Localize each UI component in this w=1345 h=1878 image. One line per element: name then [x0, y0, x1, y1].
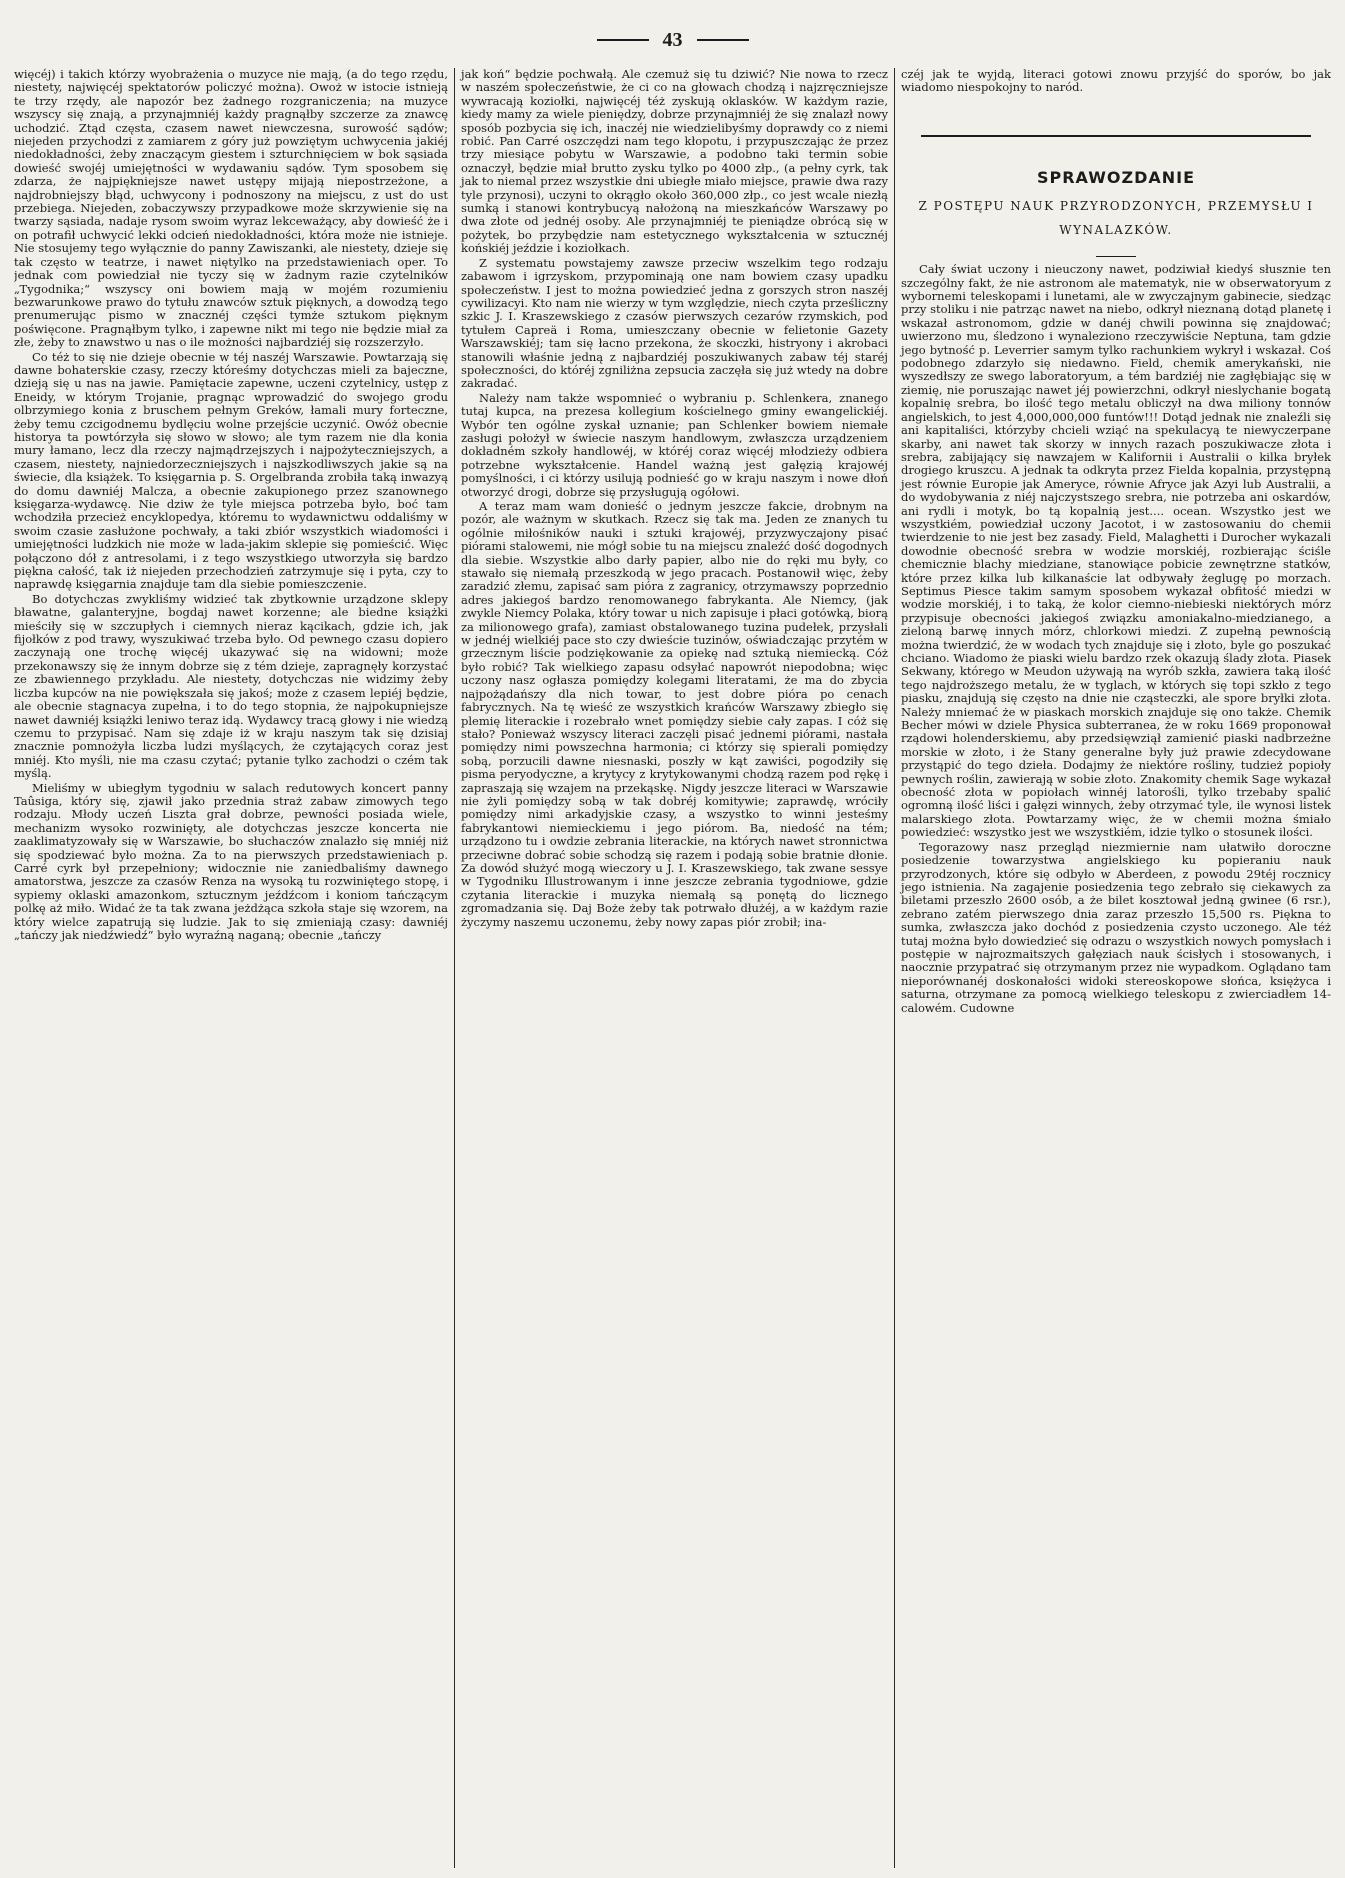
paragraph: jak koń“ będzie pochwałą. Ale czemuż się tu dziwić? Nie nowa to rzecz w naszém społeczeństwie, że ci co na głowach chodzą i najzręczniejsze wywracają koziołki, najwięcéj téż zyskują oklasków. W każdym razie, kiedy mamy za wiele pieniędzy, dobrze przynajmniéj że się znalazł nowy sposób pozbycia się ich, inaczéj nie wiedzielibyśmy doprawdy co z niemi robić. Pan Carré oszczędzi nam tego kłopotu, i przypuszczając że przez trzy miesiące pobytu w Warszawie, a podobno taki termin sobie oznaczył, będzie miał brutto zysku tylko po 4000 złp., (a pełny cyrk, tak jak to niemal przez wszystkie dni ubiegłe miało miejsce, prawie dwa razy tyle przynosi), uczyni to okrągło około 360,000 złp., co jest wcale niezłą sumką i stanowi kontrybucyą nałożoną na mieszkańców Warszawy po dwa złote od jednéj osoby. Ale przynajmniéj te pieniądze obrócą się w pożytek, bo przybędzie nam estetycznego wykształcenia w sztucznéj końskiéj jeździe i koziołkach.	[461, 68, 888, 256]
paragraph: Bo dotychczas zwykliśmy widzieć tak zbytkownie urządzone sklepy bławatne, galanteryjne, bogdaj nawet korzenne; ale biedne książki mieściły się w szczupłych i ciemnych nieraz kącikach, gdzie ich, jak fijołków z pod trawy, wyszukiwać trzeba było. Od pewnego czasu dopiero zaczynają one trochę więcéj ukazywać się na widowni; może przekonawszy się że innym dobrze się z tém dzieje, zapragnęły korzystać ze zbawiennego przykładu. Ale niestety, dotychczas nie widzimy żeby liczba kupców na nie powiększała się jakoś; może z czasem lepiéj będzie, ale obecnie stagnacya zupełna, i to do tego stopnia, że najpokupniejsze nawet dawniéj książki leniwo teraz idą. Wydawcy tracą głowy i nie wiedzą czemu to przypisać. Nam się zdaje iż w kraju naszym tak się dzisiaj znacznie pomnożyła liczba ludzi myślących, że czytających coraz jest mniéj. Kto myśli, nie ma czasu czytać; pytanie tylko zachodzi o czém tak myślą.	[14, 591, 448, 781]
text-columns	[14, 68, 1331, 1868]
column-2	[454, 68, 894, 1868]
section-body	[901, 263, 1331, 1015]
column-1	[14, 68, 454, 1868]
paragraph: A teraz mam wam donieść o jednym jeszcze fakcie, drobnym na pozór, ale ważnym w skutkach. Rzecz się tak ma. Jeden ze znanych tu ogólnie miłośników nauki i sztuki krajowéj, przyzwyczajony pisać piórami stalowemi, nie mógł sobie tu na miejscu znaleźć dość dogodnych dla siebie. Wszystkie albo darły papier, albo nie do ręki mu były, co stawało się niemałą przeszkodą w jego pracach. Postanowił więc, żeby zaradzić złemu, zapisać sam pióra z zagranicy, otrzymawszy poprzednio adres jakiegoś bardzo renomowanego fabrykanta. Ale Niemcy, (jak zwykle Niemcy Polaka, który towar u nich zapisuje i płaci gotówką, biorą za milionowego grafa), zamiast obstalowanego tuzina pudełek, przysłali w jednéj wielkiéj pace sto czy dwieście tuzinów, oświadczając przytém w grzecznym liście podziękowanie za opiekę nad sztuką niemiecką. Cóż było robić? Tak wielkiego zapasu odsyłać napowrót niepodobna; więc uczony nasz ogłasza pomiędzy kolegami literatami, że ma do zbycia najpożądańszy dla nich towar, to jest dobre pióra po cenach fabrycznych. Na tę wieść ze wszystkich krańców Warszawy zbiegło się plemię literackie i rozebrało wnet pomiędzy siebie cały zapas. I cóż się stało? Ponieważ wszyscy literaci zaczęli pisać jednemi piórami, nastała pomiędzy nimi powszechna harmonia; ci którzy się spierali pomiędzy sobą, porzucili dawne niesnaski, poszły w kąt zawiści, pogodziły się pisma peryodyczne, a krytycy z krytykowanymi chodzą razem pod rękę i zapraszają się wzajem na przekąskę. Nigdy jeszcze literaci w Warszawie nie żyli pomiędzy sobą w tak dobréj komitywie; zaprawdę, wróciły pomiędzy nimi arkadyjskie czasy, a wszystko to winni jesteśmy fabrykantowi niemieckiemu i jego piórom. Ba, niedość na tém; urządzono tu i owdzie zebrania literackie, na których nawet stronnictwa przeciwne dobrać sobie schodzą się razem i podają sobie bratnie dłonie. Za dowód służyć mogą wieczory u J. I. Kraszewskiego, tak zwane sessye w Tygodniku Illustrowanym i inne jeszcze zebrania tygodniowe, gdzie czytania literackie i muzyka niemałą są ponętą do licznego zgromadzania się. Daj Boże żeby tak potrwało dłużéj, a w każdym razie życzymy naszemu uczonemu, żeby nowy zapas piór zrobił; ina-	[461, 499, 888, 929]
paragraph: więcéj) i takich którzy wyobrażenia o muzyce nie mają, (a do tego rzędu, niestety, najwięcéj spektatorów policzyć można). Owoż w istocie istnieją te trzy rzędy, ale napozór bez żadnego rozgraniczenia; na muzyce wszyscy się znają, a przynajmniéj każdy pragnąłby szczerze za znawcę uchodzić. Ztąd częsta, czasem nawet niewczesna, surowość sądów; niejeden przychodzi z zamiarem z góry już powziętym uchwycenia jakiéj niedokładności, żeby znaczącym giestem i szturchnięciem w bok sąsiada dowieść swojéj umiejętności w wydawaniu sądów. Tym sposobem się zdarza, że najpiękniejsze nawet ustępy mijają niepostrzeżone, a najdrobniejszy błąd, uchwycony i podnoszony na miejscu, z ust do ust przebiega. Niejeden, zobaczywszy przypadkowe może skrzywienie się na twarzy sąsiada, nadaje rysom swoim wyraz lekceważący, aby dowieść że i on potrafił uchwycić lekki odcień niedokładności, która może nie istnieje. Nie stosujemy tego wyłącznie do panny Zawiszanki, ale niestety, dzieje się tak często w teatrze, i nawet niętylko na przedstawieniach oper. To jednak com powiedział nie tyczy się w żadnym razie czytelników „Tygodnika;“ wszyscy oni bowiem mają w mojém rozumieniu bezwarunkowe prawo do tytułu znawców sztuk pięknych, a dowodzą tego prenumerując pismo w znacznéj części tymże sztukom pięknym poświęcone. Pragnąłbym tylko, i zapewne nikt mi tego nie będzie miał za złe, żeby to znawstwo u nas o ile możności najbardziéj się rozszerzyło.	[14, 68, 448, 350]
paragraph: Mieliśmy w ubiegłym tygodniu w salach redutowych koncert panny Taûsiga, który się, zjawił jako przednia straż zabaw zimowych tego rodzaju. Młody uczeń Liszta grał dobrze, pewności posiada wiele, mechanizm wysoko rozwinięty, ale dotychczas jeszcze koncerta nie zaaklimatyzowały się w Warszawie, bo słuchaczów znalazło się mniéj niż się spodziewać było można. Za to na pierwszych przedstawieniach p. Carré cyrk był przepełniony; widocznie nie zaniedbaliśmy dawnego amatorstwa, jeszcze za czasów Renza na wysoką tu rozwiniętego stopę, i sypiemy oklaski amazonkom, sztucznym jeźdźcom i koniom tańczącym polkę aż miło. Widać że ta tak zwana jeżdżąca szkoła staje się wzorem, na który wielce zapatrują się ludzie. Jak to się zmieniają czasy: dawniéj „tańczy jak niedźwiedź“ było wyraźną naganą; obecnie „tańczy	[14, 780, 448, 942]
paragraph: Należy nam także wspomnieć o wybraniu p. Schlenkera, znanego tutaj kupca, na prezesa kollegium kościelnego gminy ewangelickiéj. Wybór ten ogólne zyskał uznanie; pan Schlenker bowiem niemałe zasługi położył w świecie naszym handlowym, zwłaszcza urządzeniem dokładném szkoły handlowéj, w któréj coraz więcéj młodzieży odbiera potrzebne wykształcenie. Handel ważną jest gałęzią krajowéj pomyślności, i ci którzy usilują podnieść go w kraju naszym i nowe dłoń otworzyć drogi, dobrze się przysługują ogółowi.	[461, 390, 888, 499]
paragraph: Co téż to się nie dzieje obecnie w téj naszéj Warszawie. Powtarzają się dawne bohaterskie czasy, rzeczy któreśmy dotychczas mieli za bajeczne, dzieją się u nas na jawie. Pamiętacie zapewne, uczeni czytelnicy, ustęp z Eneidy, w którym Trojanie, pragnąc wprowadzić do swojego grodu olbrzymiego konia z bruschem pełnym Greków, łamali mury forteczne, żeby temu czcigodnemu bydlęciu wolne przejście uczynić. Owóż obecnie historya ta powtórzyła się słowo w słowo; ale tym razem nie dla konia mury łamano, lecz dla rzeczy najmądrzejszych i najpożyteczniejszych, a czasem, niestety, najniedorzeczniejszych i najszkodliwszych jakie są na świecie, dla książek. To księgarnia p. S. Orgelbranda zrobiła taką inwazyą do domu dawniéj Malcza, a obecnie zakupionego przez szanownego księgarza-wydawcę. Nie dziw że tyle miejsca potrzeba było, boć tam wchodziła przecież encyklopedya, któremu to wydawnictwu oddaliśmy w swoim czasie zasłużone pochwały, a taki zbiór wszystkich wiadomości i umiejętności ludzkich nie może w lada-jakim sklepie się pomieścić. Więc połączono dół z antresolami, i z tego wszystkiego utworzyła się bardzo piękna całość, tak iż niejeden przechodzień zatrzymuje się i pyta, czy to naprawdę księgarnia znajduje tam dla siebie pomieszczenie.	[14, 349, 448, 592]
section-subtitle: Z POSTĘPU NAUK PRZYRODZONYCH, PRZEMYSŁU I WYNALAZKÓW.	[918, 199, 1314, 238]
column-3	[894, 68, 1331, 1868]
page-number: 43	[662, 28, 683, 51]
paragraph: Z systematu powstajemy zawsze przeciw wszelkim tego rodzaju zabawom i igrzyskom, przypominają one nam bowiem czasy upadku społeczeństw. I jest to można powiedzieć jedna z gorszych stron naszéj cywilizacyi. Kto nam nie wierzy w tym względzie, niech czyta prześliczny szkic J. I. Kraszewskiego z czasów pierwszych cezarów rzymskich, pod tytułem Capreä i Roma, umieszczany obecnie w felietonie Gazety Warszawskiéj; tam się łacno przekona, że skoczki, histryony i akrobaci stanowili właśnie jedną z najbardziéj poszukiwanych zabaw téj staréj społeczności, do któréj zgniliżna zepsucia zaczęła się już wtedy na dobre zakradać.	[461, 255, 888, 391]
header-rule-right	[697, 39, 749, 41]
paragraph: czéj jak te wyjdą, literaci gotowi znowu przyjść do sporów, bo jak wiadomo niespokojny to naród.	[901, 68, 1331, 95]
paragraph: Tegorazowy nasz przegląd niezmiernie nam ułatwiło doroczne posiedzenie towarzystwa angielskiego ku popieraniu nauk przyrodzonych, które się odbyło w Aberdeen, z powodu 29téj rocznicy jego istnienia. Na zagajenie posiedzenia tego zebrało się ciekawych za biletami przeszło 2600 osób, a że bilet kosztował jedną gwinee (6 rsr.), zebrano zatém pierwszego dnia zaraz przeszło 15,500 rs. Piękna to sumka, zwłaszcza jako dochód z posiedzenia czysto uczonego. Ale téż tutaj można było dowiedzieć się odrazu o wszystkich nowych pomysłach i postępie w najrozmaitszych gałęziach nauk ścisłych i stosowanych, i naocznie przypatrać się otrzymanym przez nie wypadkom. Oglądano tam nieporównanéj doskonałości widoki stereoskopowe słońca, księżyca i saturna, otrzymane za pomocą wielkiego teleskopu z zwierciadłem 14-calowém. Cudowne	[901, 839, 1331, 1015]
section-divider	[921, 135, 1311, 137]
section-small-rule	[1096, 256, 1136, 257]
section-title: SPRAWOZDANIE	[1036, 167, 1196, 187]
column-3-continuation	[901, 68, 1331, 95]
header-rule-left	[597, 39, 649, 41]
page-header	[14, 20, 1331, 60]
paragraph: Cały świat uczony i nieuczony nawet, podziwiał kiedyś słusznie ten szczególny fakt, że nie astronom ale matematyk, nie w obserwatoryum z wybornemi teleskopami i lunetami, ale w zwyczajnym gabinecie, siedząc przy stoliku i nie patrząc nawet na niebo, odkrył nieznaną dotąd planetę i wskazał astronomom, gdzie w danéj chwili powinna się znajdować; uwierzono mu, śledzono i wynaleziono rzeczywiście Neptuna, tam gdzie jego bytność p. Leverrier samym tylko rachunkiem wykrył i wskazał. Coś podobnego zdarzyło się niedawno. Field, chemik amerykański, nie wyszedłszy ze swego laboratoryum, a tém bardziéj nie zagłębiając się w ziemię, nie poruszając nawet jéj powierzchni, odkrył nieslychanie bogatą kopalnię srebra, bo ilość tego metalu obliczył na dwa miliony tonnów angielskich, to jest 4,000,000,000 funtów!!! Dotąd jednak nie znaleźli się ani kapitaliści, którzyby chcieli wziąć na spekulacyą te niewyczerpane skarby, ani nawet tak skorzy w innych razach poszukiwacze złota i srebra, zabijający się nawzajem w Kalifornii i Australii o kilka bryłek drogiego kruszcu. A jednak ta odkryta przez Fielda kopalnia, przystępną jest równie Europie jak Ameryce, równie Afryce jak Azyi lub Australii, a do wydobywania z niéj najczystszego srebra, nie potrzeba ani oskardów, ani rydli i motyk, bo tą kopalnią jest.... ocean. Wszystko jest we wszystkiém, powiedział uczony Jacotot, i w zastosowaniu do chemii twierdzenie to nie jest bez zasady. Field, Malaghetti i Durocher wykazali dowodnie obecność srebra w wodzie morskiéj, rozbierając ściśle chemicznie blachy miedziane, stanowiące pobicie zewnętrzne statków, które przez kilka lub kilkanaście lat odbywały żeglugę po morzach. Septimus Piesce takim samym sposobem wykazał obfitość miedzi w wodzie morskiéj, i to taką, że kolor ciemno-niebieski niektórych mórz przypisuje obecności jakiegoś związku amoniakalno-miedzianego, a zieloną barwę innych mórz, chlorkowi miedzi. Z zupełną pewnością można twierdzić, że w wodach tych znajduje się i złoto, byle go poszukać chciano. Wiadomo że piaski wielu bardzo rzek okazują ślady złota. Piasek Sekwany, którego w Meudon używają na wyrób szkła, zawiera taką ilość tego najdroższego metalu, że w tyglach, w których się topi szkło z tego piasku, znajdują się często na dnie nie cząsteczki, ale spore bryłki złota. Należy mniemać że w piaskach morskich znajduje się ono także. Chemik Becher mówi w dziele Physica subterranea, że w roku 1669 proponował rządowi holenderskiemu, aby przedsięwziął zamienić piaski nadbrzeżne morskie w złoto, i że Stany generalne były już prawie zdecydowane przystąpić do tego dzieła. Dodajmy że niektóre rośliny, tudzież popioły pewnych roślin, zawierają w sobie złoto. Znakomity chemik Sage wykazał obecność złota w popiołach winnéj latorośli, tylko trzebaby spalić ogromną ilość liści i gałęzi winnych, żeby otrzymać tyle, ile wynosi listek malarskiego złota. Powtarzamy więc, że w chemii można śmiało powiedzieć: wszystko jest we wszystkiém, idzie tylko o stosunek ilości.	[901, 262, 1331, 840]
